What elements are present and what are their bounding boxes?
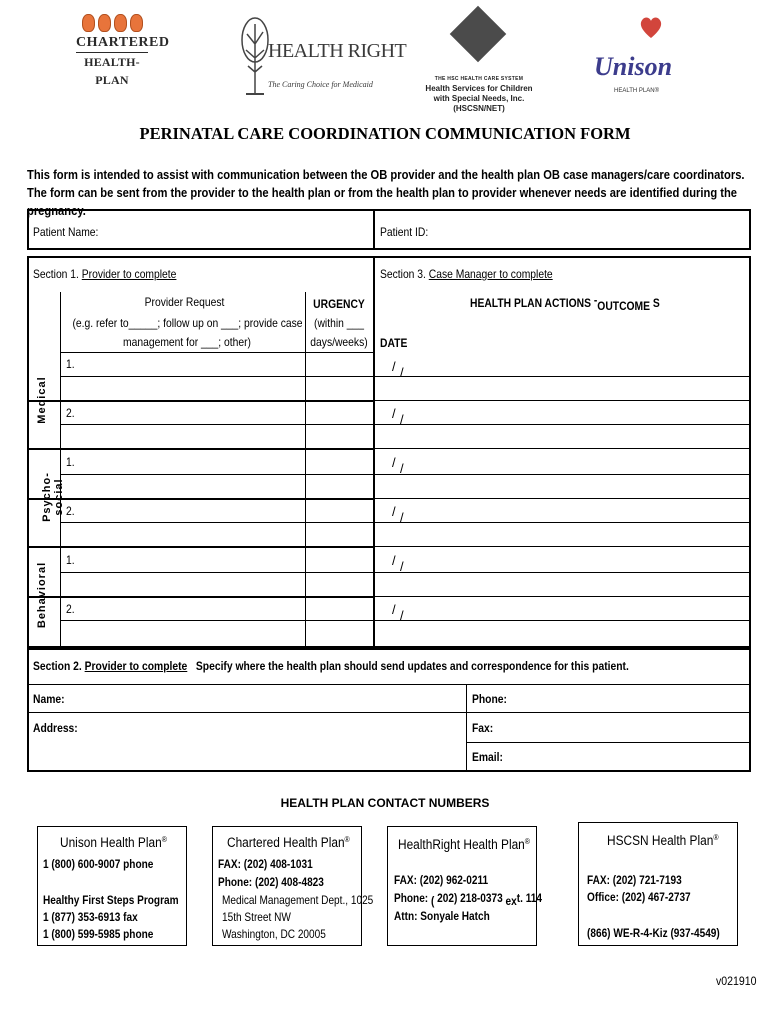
hscsn-logo-line2: with Special Needs, Inc.: [433, 94, 525, 103]
healthright-contact-line2: Phone: ( 202) 218-0373 ext. 114: [394, 891, 542, 908]
date-slash: /: [400, 365, 404, 380]
section3-heading: Section 3. Case Manager to complete: [380, 267, 553, 281]
unison-contact-line3: 1 (877) 353-6913 fax: [43, 910, 138, 924]
tree-icon: [240, 14, 270, 98]
unison-logo: [592, 14, 672, 98]
hscsn-logo: [424, 8, 534, 120]
section3-title: Case Manager to complete: [428, 267, 553, 281]
diamond-icon: [450, 6, 507, 63]
urgency-note-2: days/weeks): [310, 335, 368, 349]
section2-instruction: Specify where the health plan should send updates and correspondence for this patient.: [195, 659, 629, 673]
healthright-logo-name: HEALTH RIGHT: [268, 40, 407, 62]
outcome-header: OUTCOME: [597, 299, 651, 313]
psychosocial-item-1: 1.: [66, 455, 75, 469]
form-version: v021910: [716, 974, 757, 988]
chartered-contact-line5: Washington, DC 20005: [222, 927, 326, 941]
hscsn-contact-name: HSCSN Health Plan®: [607, 833, 719, 848]
request-table: [27, 256, 751, 648]
behavioral-item-1: 1.: [66, 553, 75, 567]
category-behavioral: Behavioral: [36, 561, 48, 629]
section2-title: Provider to complete: [84, 659, 188, 673]
chartered-logo-line1: CHARTERED: [76, 34, 148, 53]
carrot-icon: [114, 14, 127, 32]
hscsn-contact-line2: Office: (202) 467-2737: [587, 890, 691, 904]
section1-title: Provider to complete: [81, 267, 177, 281]
patient-id-label: Patient ID:: [380, 225, 429, 239]
category-psychosocial: Psycho- social: [41, 472, 65, 522]
carrot-icon: [130, 14, 143, 32]
chartered-contact-line2: Phone: (202) 408-4823: [218, 875, 324, 889]
unison-contact-name: Unison Health Plan®: [60, 835, 167, 850]
unison-contact-line1: 1 (800) 600-9007 phone: [43, 857, 154, 871]
provider-request-note-1: (e.g. refer to_____; follow up on ___; provide case: [72, 316, 303, 330]
section2-heading: Section 2. Provider to complete Specify where the health plan should send updates and correspondence for this patient.: [33, 659, 629, 673]
date-slash: /: [392, 406, 396, 421]
unison-logo-sub: HEALTH PLAN®: [614, 88, 659, 94]
date-slash: /: [392, 553, 396, 568]
chartered-contact-line1: FAX: (202) 408-1031: [218, 857, 313, 871]
healthright-contact-line3: Attn: Sonyale Hatch: [394, 909, 490, 923]
section2-address-label: Address:: [33, 721, 78, 735]
healthright-contact-line1: FAX: (202) 962-0211: [394, 873, 489, 887]
date-slash: /: [392, 359, 396, 374]
section1-heading: Section 1. Provider to complete: [33, 267, 177, 281]
chartered-health-plan-logo: [76, 14, 170, 96]
hscsn-logo-line1: Health Services for Children: [425, 84, 533, 93]
provider-request-note-2: management for ___; other): [123, 335, 251, 349]
form-intro: This form is intended to assist with communication between the OB provider and the health plan OB case managers/care coordinators. The form can be sent from the provider to the health plan or from the health plan to provider whenever needs are identified during the pregnancy.: [27, 167, 745, 218]
urgency-header: URGENCY: [313, 297, 365, 311]
hscsn-contact-line1: FAX: (202) 721-7193: [587, 873, 682, 887]
heart-icon: [638, 14, 664, 40]
date-slash: /: [400, 559, 404, 574]
date-slash: /: [392, 455, 396, 470]
medical-item-1: 1.: [66, 357, 75, 371]
healthright-logo-tagline: The Caring Choice for Medicaid: [268, 80, 373, 89]
date-slash: /: [400, 412, 404, 427]
unison-contact-line2: Healthy First Steps Program: [43, 893, 179, 907]
patient-name-label: Patient Name:: [33, 225, 99, 239]
contacts-heading: HEALTH PLAN CONTACT NUMBERS: [280, 796, 490, 810]
behavioral-item-2: 2.: [66, 602, 75, 616]
date-slash: /: [400, 461, 404, 476]
section2-fax-label: Fax:: [472, 721, 494, 735]
chartered-logo-line2: HEALTH-PLAN: [84, 55, 140, 87]
unison-contact-card: [37, 826, 187, 946]
date-slash: /: [392, 602, 396, 617]
category-medical: Medical: [36, 376, 48, 424]
form-title: PERINATAL CARE COORDINATION COMMUNICATION FORM: [139, 124, 631, 143]
carrot-icon: [82, 14, 95, 32]
provider-request-header: Provider Request: [144, 295, 225, 309]
carrot-icon: [98, 14, 111, 32]
healthright-logo: [240, 14, 407, 100]
hscsn-contact-line3: (866) WE-R-4-Kiz (937-4549): [587, 926, 720, 940]
psychosocial-item-2: 2.: [66, 504, 75, 518]
chartered-contact-card: [212, 826, 374, 946]
date-slash: /: [400, 510, 404, 525]
urgency-note-1: (within ___: [314, 316, 364, 330]
section2-name-label: Name:: [33, 692, 65, 706]
date-slash: /: [400, 608, 404, 623]
section2-email-label: Email:: [472, 750, 503, 764]
chartered-contact-name: Chartered Health Plan®: [227, 835, 350, 850]
carrot-icon-row: [76, 14, 148, 32]
hscsn-logo-small: THE HSC HEALTH CARE SYSTEM: [434, 76, 524, 82]
hscsn-logo-line3: (HSCSN/NET): [453, 104, 505, 113]
chartered-contact-line3: Medical Management Dept., 1025: [222, 893, 374, 907]
unison-logo-name: Unison: [594, 52, 673, 81]
healthright-contact-card: [387, 826, 542, 946]
medical-item-2: 2.: [66, 406, 75, 420]
date-slash: /: [392, 504, 396, 519]
date-header: DATE: [380, 336, 408, 350]
healthright-contact-name: HealthRight Health Plan®: [398, 837, 530, 852]
unison-contact-line4: 1 (800) 599-5985 phone: [43, 927, 154, 941]
health-plan-actions-header: HEALTH PLAN ACTIONS -OUTCOME S: [470, 293, 660, 313]
hscsn-contact-card: [578, 822, 738, 946]
section2-phone-label: Phone:: [472, 692, 507, 706]
chartered-contact-line4: 15th Street NW: [222, 910, 291, 924]
